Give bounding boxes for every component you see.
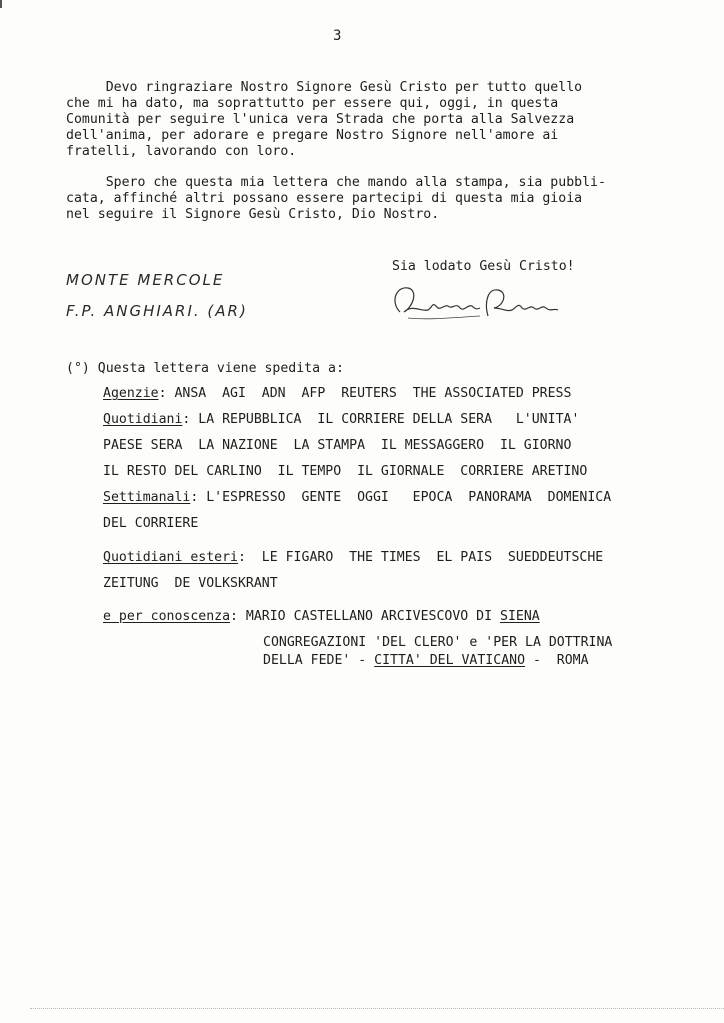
weeklies-label: Settimanali bbox=[103, 490, 191, 505]
page-number: 3 bbox=[333, 28, 342, 44]
signature-image bbox=[388, 282, 568, 326]
dailies-line: IL RESTO DEL CARLINO IL TEMPO IL GIORNALE CORRIERE ARETINO bbox=[103, 464, 588, 479]
dailies-line bbox=[103, 412, 579, 428]
paragraph1-line: fratelli, lavorando con loro. bbox=[66, 144, 297, 159]
agencies-line bbox=[103, 386, 571, 402]
cc-siena: SIENA bbox=[500, 609, 540, 624]
handwritten-address-line: F.P. ANGHIARI. (AR) bbox=[66, 302, 248, 320]
paragraph1-line: dell'anima, per adorare e pregare Nostro Signore nell'amore ai bbox=[66, 128, 559, 143]
dailies-list: : LA REPUBBLICA IL CORRIERE DELLA SERA L'UNITA' bbox=[182, 412, 580, 427]
cc-line bbox=[263, 653, 589, 669]
agencies-list: : ANSA AGI ADN AFP REUTERS THE ASSOCIATED PRESS bbox=[158, 386, 572, 401]
paragraph2-line: Spero che questa mia lettera che mando alla stampa, sia pubbli- bbox=[66, 175, 606, 190]
handwritten-address-line: MONTE MERCOLE bbox=[66, 271, 225, 289]
cc-text: - ROMA bbox=[525, 653, 589, 668]
page-edge-mark bbox=[0, 0, 2, 8]
foreign-list: : LE FIGARO THE TIMES EL PAIS SUEDDEUTSCHE bbox=[237, 550, 604, 565]
cc-label: e per conoscenza bbox=[103, 609, 231, 624]
paragraph2-line: nel seguire il Signore Gesù Cristo, Dio Nostro. bbox=[66, 207, 440, 222]
weeklies-line bbox=[103, 490, 611, 506]
cc-vatican: CITTA' DEL VATICANO bbox=[374, 653, 526, 668]
closing-text: Sia lodato Gesù Cristo! bbox=[392, 259, 575, 274]
cc-text: : MARIO CASTELLANO ARCIVESCOVO DI bbox=[230, 609, 500, 624]
weeklies-list: : L'ESPRESSO GENTE OGGI EPOCA PANORAMA DOMENICA bbox=[190, 490, 612, 505]
dailies-label: Quotidiani bbox=[103, 412, 183, 427]
weeklies-line: DEL CORRIERE bbox=[103, 516, 199, 531]
foreign-line bbox=[103, 550, 603, 566]
paragraph1-line: che mi ha dato, ma soprattutto per essere qui, oggi, in questa bbox=[66, 96, 559, 111]
paragraph1-line: Comunità per seguire l'unica vera Strada che porta alla Salvezza bbox=[66, 112, 575, 127]
sent-intro: (°) Questa lettera viene spedita a: bbox=[66, 361, 344, 376]
paragraph1-line: Devo ringraziare Nostro Signore Gesù Cristo per tutto quello bbox=[66, 80, 583, 95]
cc-line bbox=[103, 609, 540, 625]
agencies-label: Agenzie bbox=[103, 386, 159, 401]
paragraph2-line: cata, affinché altri possano essere partecipi di questa mia gioia bbox=[66, 191, 583, 206]
foreign-line: ZEITUNG DE VOLKSKRANT bbox=[103, 576, 278, 591]
cc-line: CONGREGAZIONI 'DEL CLERO' e 'PER LA DOTTRINA bbox=[263, 635, 613, 650]
cc-text: DELLA FEDE' - bbox=[263, 653, 375, 668]
foreign-label: Quotidiani esteri bbox=[103, 550, 238, 565]
scan-edge bbox=[30, 1008, 724, 1010]
dailies-line: PAESE SERA LA NAZIONE LA STAMPA IL MESSAGGERO IL GIORNO bbox=[103, 438, 572, 453]
